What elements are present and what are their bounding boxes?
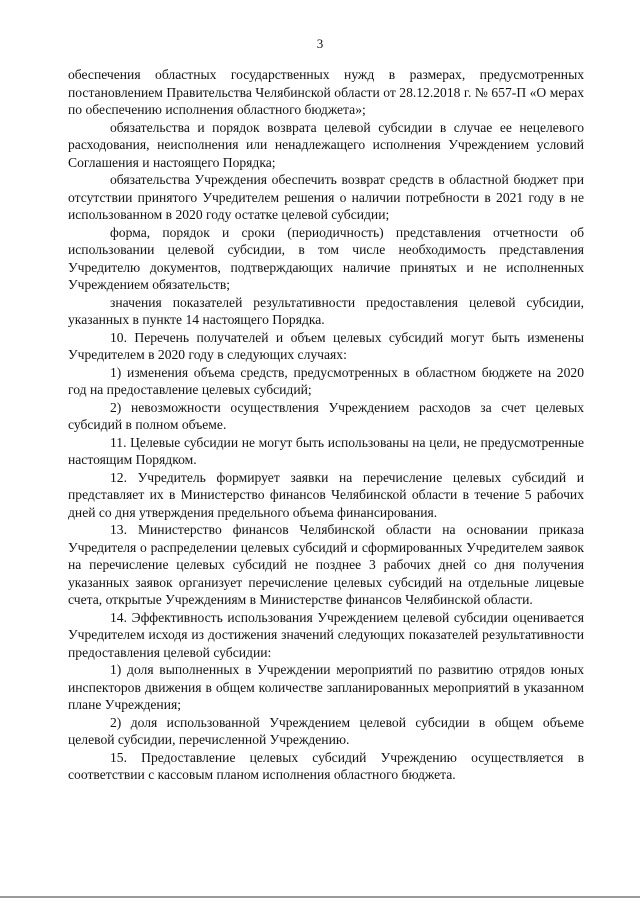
paragraph-refund-obligations: обязательства и порядок возврата целевой субсидии в случае ее нецелевого расходования, неисполнения или ненадлежащего исполнения Учреждением условий Соглашения и настоящего Порядка; [68, 119, 584, 170]
paragraph-item-15: 15. Предоставление целевых субсидий Учреждению осуществляется в соответствии с кассовым планом исполнения областного бюджета. [68, 749, 584, 782]
paragraph-reporting-form: форма, порядок и сроки (периодичность) представления отчетности об использовании целевой субсидии, в том числе необходимость представления Учредителю документов, подтверждающих наличие принятых и не исполненных Учреждением обязательств; [68, 224, 584, 292]
paragraph-item-14-1: 1) доля выполненных в Учреждении мероприятий по развитию отрядов юных инспекторов движения в общем количестве запланированных мероприятий в указанном плане Учреждения; [68, 662, 584, 712]
paragraph-continuation: обеспечения областных государственных нужд в размерах, предусмотренных постановлением Правительства Челябинской области от 28.12.2018 г. № 657-П «О мерах по обеспечению исполнения областного бюджета»; [68, 67, 584, 117]
paragraph-item-12: 12. Учредитель формирует заявки на перечисление целевых субсидий и представляет их в Министерство финансов Челябинской области в течение 5 рабочих дней со дня утверждения предельного объема финансирования. [68, 469, 584, 520]
paragraph-item-11: 11. Целевые субсидии не могут быть использованы на цели, не предусмотренные настоящим Порядком. [68, 434, 584, 467]
paragraph-item-10-1: 1) изменения объема средств, предусмотренных в областном бюджете на 2020 год на предоставление целевых субсидий; [68, 364, 584, 397]
paragraph-item-13: 13. Министерство финансов Челябинской области на основании приказа Учредителя о распределении целевых субсидий и сформированных Учредителем заявок на перечисление целевых субсидий не позднее 3 рабочих дней со дня получения указанных заявок организует перечисление целевых субсидий на отдельные лицевые счета, открытые Учреждениям в Министерстве финансов Челябинской области. [68, 522, 584, 607]
paragraph-item-10: 10. Перечень получателей и объем целевых субсидий могут быть изменены Учредителем в 2020 году в следующих случаях: [68, 329, 584, 362]
paragraph-item-14-2: 2) доля использованной Учреждением целевой субсидии в общем объеме целевой субсидии, перечисленной Учреждению. [68, 714, 584, 747]
paragraph-item-14: 14. Эффективность использования Учреждением целевой субсидии оценивается Учредителем исходя из достижения значений следующих показателей результативности предоставления целевой субсидии: [68, 609, 584, 660]
paragraph-return-obligations: обязательства Учреждения обеспечить возврат средств в областной бюджет при отсутствии принятого Учредителем решения о наличии потребности в 2021 году в не использованном в 2020 году остатке целевой субсидии; [68, 172, 584, 222]
page-number: 3 [316, 36, 324, 51]
paragraph-item-10-2: 2) невозможности осуществления Учреждением расходов за счет целевых субсидий в полном объеме. [68, 399, 584, 432]
paragraph-indicator-values: значения показателей результативности предоставления целевой субсидии, указанных в пункте 14 настоящего Порядка. [68, 294, 584, 327]
document-body [68, 66, 584, 784]
scan-bottom-edge [0, 896, 640, 898]
